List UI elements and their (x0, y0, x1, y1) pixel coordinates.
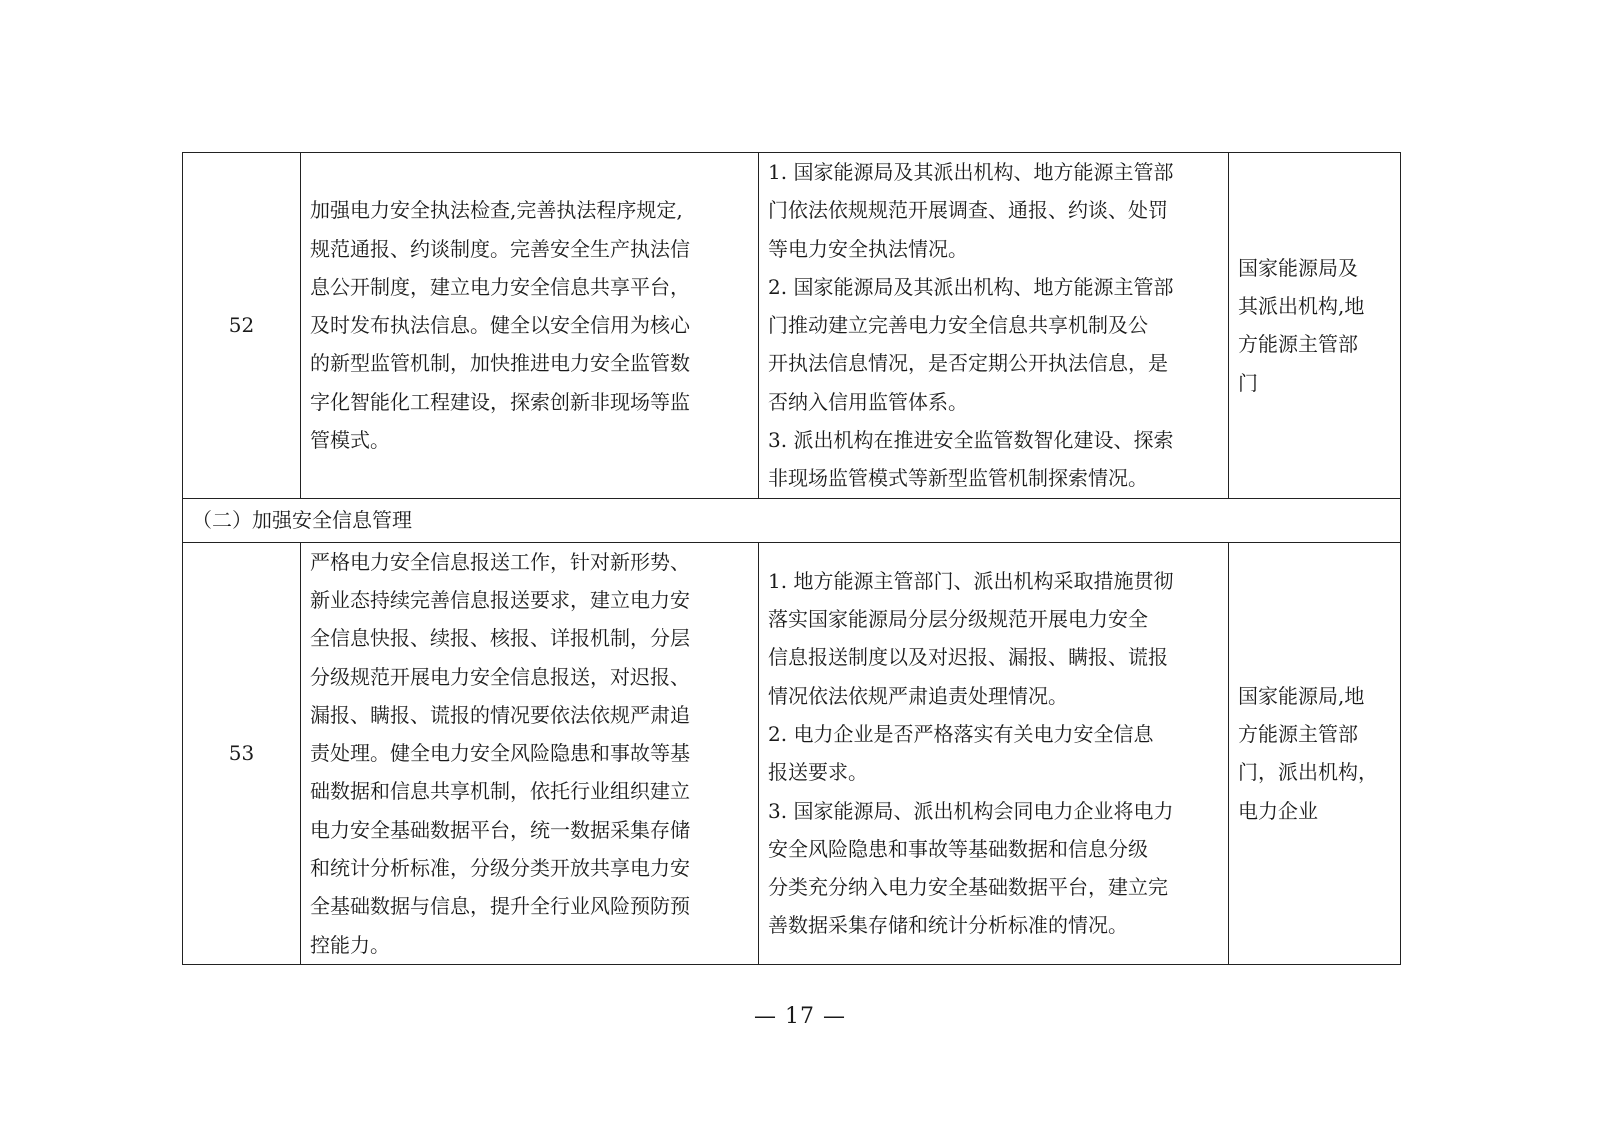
item-number: 52 (183, 153, 301, 499)
responsible-party-cell (1229, 153, 1401, 499)
evaluation-line: 3. 国家能源局、派出机构会同电力企业将电力 (768, 798, 1174, 823)
requirement-line: 分级规范开展电力安全信息报送，对迟报、 (310, 664, 690, 689)
requirement-line: 责处理。健全电力安全风险隐患和事故等基 (310, 741, 690, 766)
requirement-line: 全基础数据与信息，提升全行业风险预防预 (310, 894, 690, 919)
requirement-line: 息公开制度，建立电力安全信息共享平台， (310, 274, 690, 299)
responsible-party-line: 方能源主管部 (1238, 722, 1358, 746)
responsible-party-line: 门 (1238, 370, 1258, 395)
item-number: 53 (183, 542, 301, 964)
evaluation-line: 1. 地方能源主管部门、派出机构采取措施贯彻 (768, 568, 1174, 593)
requirement-line: 全信息快报、续报、核报、详报机制，分层 (310, 626, 690, 651)
page-number: — 17 — (754, 1004, 846, 1029)
requirement-line: 控能力。 (310, 932, 390, 957)
requirement-line: 础数据和信息共享机制，依托行业组织建立 (310, 779, 690, 804)
table-row (183, 153, 1401, 499)
requirement-line: 新业态持续完善信息报送要求，建立电力安 (310, 587, 690, 612)
table-row (183, 542, 1401, 964)
evaluation-line: 落实国家能源局分层分级规范开展电力安全 (768, 607, 1148, 632)
responsible-party-line: 方能源主管部 (1238, 332, 1358, 357)
requirement-line: 漏报、瞒报、谎报的情况要依法依规严肃追 (310, 702, 690, 727)
evaluation-line: 非现场监管模式等新型监管机制探索情况。 (768, 466, 1148, 491)
evaluation-line: 门依法依规规范开展调查、通报、约谈、处罚 (768, 198, 1168, 223)
evaluation-line: 3. 派出机构在推进安全监管数智化建设、探索 (768, 428, 1174, 453)
section-heading: （二）加强安全信息管理 (183, 498, 1401, 542)
evaluation-line: 安全风险隐患和事故等基础数据和信息分级 (768, 836, 1148, 861)
evaluation-line: 否纳入信用监管体系。 (768, 389, 968, 414)
evaluation-line: 等电力安全执法情况。 (768, 236, 968, 261)
evaluation-cell (759, 153, 1229, 499)
policy-table (182, 152, 1401, 965)
requirement-cell (301, 153, 759, 499)
responsible-party-line: 其派出机构,地 (1238, 294, 1365, 319)
requirement-cell (301, 542, 759, 964)
responsible-party-line: 国家能源局,地 (1238, 683, 1365, 708)
evaluation-line: 开执法信息情况，是否定期公开执法信息，是 (768, 351, 1168, 376)
requirement-line: 加强电力安全执法检查,完善执法程序规定, (310, 198, 683, 223)
requirement-line: 严格电力安全信息报送工作，针对新形势、 (310, 549, 690, 574)
requirement-line: 的新型监管机制，加快推进电力安全监管数 (310, 351, 690, 376)
requirement-line: 电力安全基础数据平台，统一数据采集存储 (310, 817, 690, 842)
requirement-line: 及时发布执法信息。健全以安全信用为核心 (310, 313, 690, 338)
responsible-party-cell (1229, 542, 1401, 964)
responsible-party-line: 门，派出机构， (1238, 760, 1378, 785)
evaluation-line: 善数据采集存储和统计分析标准的情况。 (768, 913, 1128, 938)
evaluation-line: 报送要求。 (768, 760, 868, 785)
responsible-party-line: 电力企业 (1238, 798, 1318, 823)
requirement-line: 和统计分析标准，分级分类开放共享电力安 (310, 856, 690, 881)
evaluation-line: 情况依法依规严肃追责处理情况。 (768, 683, 1068, 708)
responsible-party-line: 国家能源局及 (1238, 255, 1358, 280)
requirement-line: 管模式。 (310, 428, 390, 453)
requirement-line: 规范通报、约谈制度。完善安全生产执法信 (310, 236, 690, 261)
evaluation-line: 1. 国家能源局及其派出机构、地方能源主管部 (768, 160, 1174, 184)
section-heading-row (183, 498, 1401, 542)
evaluation-cell (759, 542, 1229, 964)
evaluation-line: 2. 电力企业是否严格落实有关电力安全信息 (768, 722, 1154, 746)
evaluation-line: 分类充分纳入电力安全基础数据平台，建立完 (768, 875, 1168, 900)
requirement-line: 字化智能化工程建设，探索创新非现场等监 (310, 389, 690, 414)
evaluation-line: 信息报送制度以及对迟报、漏报、瞒报、谎报 (768, 645, 1168, 670)
evaluation-line: 门推动建立完善电力安全信息共享机制及公 (768, 313, 1148, 338)
evaluation-line: 2. 国家能源局及其派出机构、地方能源主管部 (768, 274, 1174, 299)
